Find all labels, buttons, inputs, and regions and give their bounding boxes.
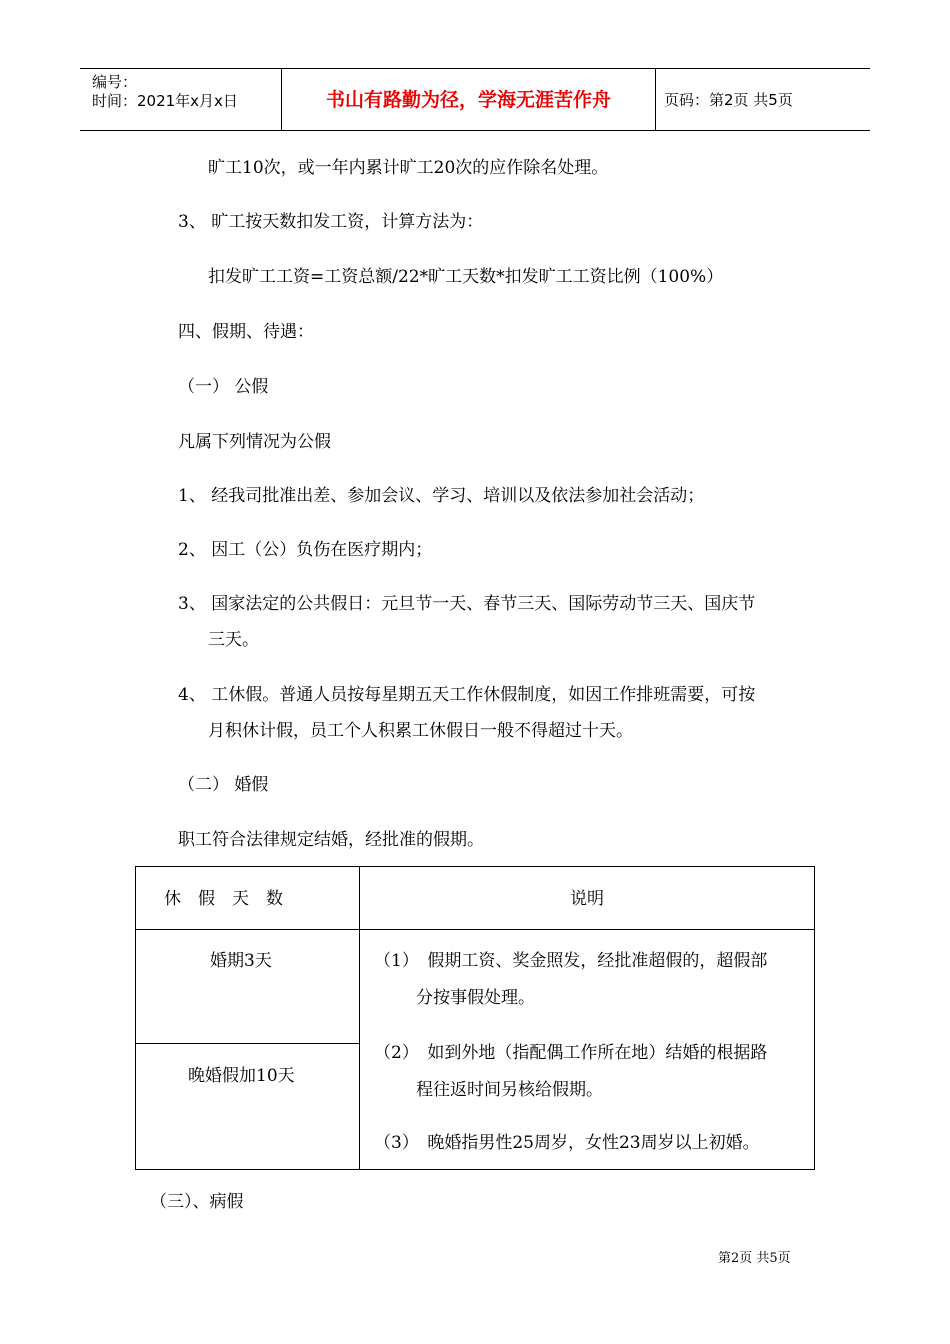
list-item-3-cont: 三天。 <box>208 630 259 650</box>
body-line-formula: 扣发旷工工资=工资总额/22*旷工天数*扣发旷工工资比例（100%） <box>208 267 724 287</box>
list-item-4: 4、 工休假。普通人员按每星期五天工作休假制度，如因工作排班需要，可按 <box>178 685 756 705</box>
table-divider <box>359 867 360 1169</box>
subsection-public-leave: （一） 公假 <box>178 377 269 397</box>
table-cell-desc-2: （2） 如到外地（指配偶工作所在地）结婚的根据路 <box>374 1043 768 1063</box>
header-date: 时间：2021年x月x日 <box>92 92 238 110</box>
table-cell-days-1: 婚期3天 <box>210 951 272 971</box>
header-motto: 书山有路勤为径，学海无涯苦作舟 <box>325 89 611 111</box>
marriage-leave-table <box>135 866 815 1170</box>
table-cell-desc-1-cont: 分按事假处理。 <box>416 988 535 1008</box>
list-item-1: 1、 经我司批准出差、参加会议、学习、培训以及依法参加社会活动； <box>178 486 705 506</box>
table-cell-days-2: 晚婚假加10天 <box>188 1066 295 1086</box>
table-divider <box>136 1043 360 1044</box>
body-line-2: 3、 旷工按天数扣发工资，计算方法为： <box>178 212 484 232</box>
list-item-4-cont: 月积休计假，员工个人积累工休假日一般不得超过十天。 <box>208 721 633 741</box>
subsection-marriage-leave: （二） 婚假 <box>178 775 269 795</box>
table-header-desc: 说明 <box>570 889 604 909</box>
header-page-cell <box>656 69 870 130</box>
header-motto-cell <box>281 69 656 130</box>
table-divider <box>136 929 814 930</box>
table-header-days: 休 假 天 数 <box>164 889 283 909</box>
section-heading-4: 四、假期、待遇： <box>178 322 314 342</box>
table-cell-desc-1: （1） 假期工资、奖金照发，经批准超假的，超假部 <box>374 951 768 971</box>
subsection-sick-leave: （三）、病假 <box>150 1192 244 1212</box>
list-item-3: 3、 国家法定的公共假日：元旦节一天、春节三天、国际劳动节三天、国庆节 <box>178 594 756 614</box>
header-page-code: 页码：第2页 共5页 <box>664 91 793 109</box>
header-code-label: 编号： <box>92 73 138 91</box>
table-cell-desc-2-cont: 程往返时间另核给假期。 <box>416 1080 603 1100</box>
body-line-12: 职工符合法律规定结婚，经批准的假期。 <box>178 830 484 850</box>
table-cell-desc-3: （3） 晚婚指男性25周岁，女性23周岁以上初婚。 <box>374 1133 760 1153</box>
header-info-cell <box>80 69 281 130</box>
body-line-6: 凡属下列情况为公假 <box>178 432 331 452</box>
list-item-2: 2、 因工（公）负伤在医疗期内； <box>178 540 433 560</box>
page-header <box>80 68 870 131</box>
body-line-1: 旷工10次，或一年内累计旷工20次的应作除名处理。 <box>208 158 609 178</box>
page-footer-number: 第2页 共5页 <box>718 1251 791 1266</box>
